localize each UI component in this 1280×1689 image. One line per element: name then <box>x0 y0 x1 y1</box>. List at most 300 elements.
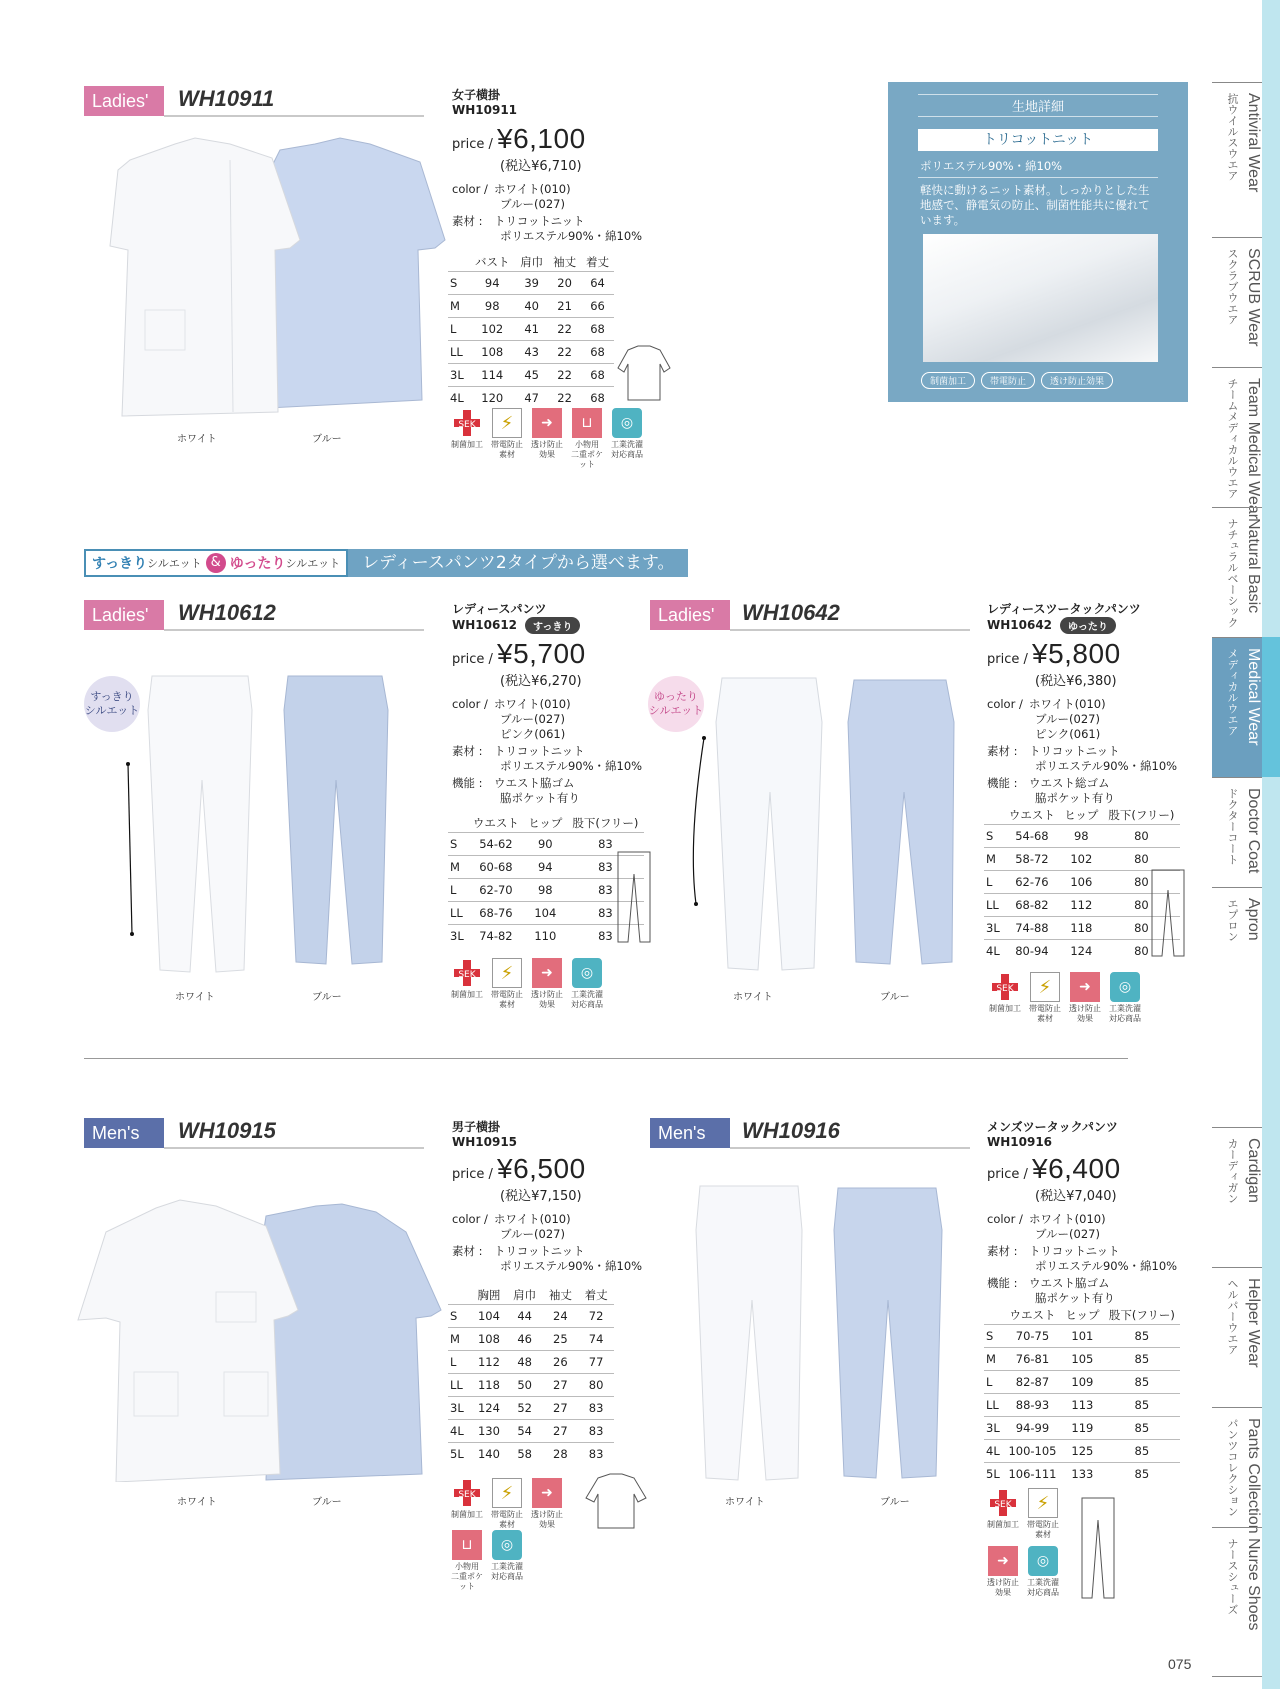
divider <box>918 177 1158 178</box>
table-cell: 130 <box>471 1419 507 1442</box>
table-cell: 112 <box>471 1350 507 1373</box>
icon-caption: 帯電防止素材 <box>491 990 523 1009</box>
product-image-pants <box>120 670 440 980</box>
variant-label: ブルー <box>312 992 342 1003</box>
table-cell: 120 <box>469 386 515 409</box>
table-cell: 102 <box>469 317 515 340</box>
feature-icons-row2 <box>984 1546 1062 1598</box>
table-cell: 85 <box>1104 1462 1180 1485</box>
table-cell: 22 <box>548 340 581 363</box>
svg-text:SEK: SEK <box>458 420 476 430</box>
product-image-coat <box>76 1192 446 1482</box>
table-row <box>984 847 1180 870</box>
sek-icon <box>986 972 1024 1024</box>
wash-icon: ◎ 工業洗濯 対応商品 <box>608 408 646 470</box>
table-cell: S <box>984 824 1004 847</box>
spec-key: color / <box>452 182 488 196</box>
variant-label: ブルー <box>880 1497 910 1508</box>
icon-caption: 透け防止効果 <box>531 990 563 1009</box>
sidebar-label: Medical Wear <box>1245 648 1262 746</box>
size-table <box>448 1286 614 1465</box>
column-header: 股下(フリー) <box>572 815 639 830</box>
table-cell: 3L <box>448 363 469 386</box>
table-cell: 83 <box>567 832 644 855</box>
size-table <box>448 253 614 409</box>
material-line: トリコットニット <box>494 214 585 228</box>
table-cell: S <box>448 271 469 294</box>
table-cell: 48 <box>507 1350 543 1373</box>
section-rule <box>164 629 424 631</box>
material-spec <box>987 744 1207 774</box>
spec-key: 素材 : <box>987 1244 1018 1258</box>
table-row <box>984 1324 1180 1347</box>
white-pants <box>716 678 822 970</box>
column-header: 肩巾 <box>520 254 544 269</box>
blue-pants <box>284 676 388 964</box>
table-row <box>448 1373 614 1396</box>
icon-caption: 工業洗濯 対応商品 <box>571 990 603 1009</box>
column-header <box>448 1286 471 1304</box>
color-option: ホワイト(010) <box>1029 697 1106 711</box>
price-row <box>987 638 1207 670</box>
table-cell: 85 <box>1104 1324 1180 1347</box>
color-spec <box>452 1212 672 1242</box>
page-number: 075 <box>1168 1656 1192 1672</box>
coat-diagram-icon <box>584 1472 648 1530</box>
sidebar-label-jp: メディカルウエア <box>1226 648 1238 736</box>
icon-caption: 透け防止効果 <box>531 440 563 459</box>
fabric-title: 生地詳細 <box>1011 100 1064 115</box>
column-header <box>984 1306 1004 1324</box>
table-cell: 68 <box>581 340 614 363</box>
edge-strip <box>1262 0 1280 1689</box>
tax-price: (税込¥7,150) <box>500 1189 582 1204</box>
table-cell: 3L <box>984 916 1004 939</box>
product-info <box>987 1118 1207 1306</box>
pocket-icon: ⊔ 小物用 二重ポケット <box>568 408 606 470</box>
blue-pants <box>834 1188 942 1478</box>
product-code: WH10916 <box>987 1135 1053 1149</box>
section-tag: Ladies' <box>84 600 164 630</box>
material-spec <box>452 1244 672 1274</box>
sidebar-label-jp: スクラブウエア <box>1226 248 1238 325</box>
wash-icon: ◎ 工業洗濯 対応商品 <box>1106 972 1144 1024</box>
table-cell: 124 <box>1060 939 1103 962</box>
color-spec <box>987 1212 1207 1242</box>
table-cell: 80 <box>1103 824 1180 847</box>
table-cell: 3L <box>448 1396 471 1419</box>
table-cell: L <box>448 878 468 901</box>
table-cell: 94 <box>469 271 515 294</box>
price-row <box>452 123 692 155</box>
sek-icon <box>448 958 486 1010</box>
table-cell: 102 <box>1060 847 1103 870</box>
table-cell: 98 <box>469 294 515 317</box>
color-option: ブルー(027) <box>500 712 565 726</box>
table-cell: 44 <box>507 1304 543 1327</box>
material-line: ポリエステル90%・綿10% <box>500 229 643 243</box>
variant-label: ホワイト <box>733 992 773 1003</box>
color-option: ブルー(027) <box>1035 712 1100 726</box>
table-cell: LL <box>984 1393 1004 1416</box>
table-cell: 58 <box>507 1442 543 1465</box>
table-cell: 133 <box>1061 1462 1104 1485</box>
table-cell: 140 <box>471 1442 507 1465</box>
fabric-name: トリコットニット <box>918 129 1158 151</box>
table-cell: 125 <box>1061 1439 1104 1462</box>
material-line: ポリエステル90%・綿10% <box>500 1259 643 1273</box>
table-cell: 112 <box>1060 893 1103 916</box>
table-cell: S <box>448 1304 471 1327</box>
sek-icon <box>448 1478 486 1530</box>
table-cell: M <box>984 847 1004 870</box>
table-row <box>984 1370 1180 1393</box>
table-cell: M <box>448 294 469 317</box>
table-cell: 54-68 <box>1004 824 1060 847</box>
price-label: price / <box>987 1167 1032 1182</box>
table-row <box>984 1462 1180 1485</box>
table-cell: 85 <box>1104 1416 1180 1439</box>
table-cell: 4L <box>984 1439 1004 1462</box>
column-header: 袖丈 <box>553 254 577 269</box>
pocket-icon: ⊔ 小物用 二重ポケット <box>448 1530 486 1592</box>
sidebar-label: Pants Collection <box>1245 1418 1262 1534</box>
function-line: ウエスト総ゴム <box>1029 776 1110 790</box>
function-line: ウエスト脇ゴム <box>1029 1276 1110 1290</box>
table-row <box>448 386 614 409</box>
color-option: ブルー(027) <box>500 1227 565 1241</box>
fabric-detail-panel <box>888 82 1188 402</box>
material-line: トリコットニット <box>1029 1244 1120 1258</box>
table-cell: M <box>448 855 468 878</box>
table-cell: 43 <box>515 340 548 363</box>
table-cell: 104 <box>471 1304 507 1327</box>
column-header: 着丈 <box>586 254 610 269</box>
price-label: price / <box>452 652 497 667</box>
feature-icons <box>986 972 1144 1024</box>
product-code-heading: WH10612 <box>178 600 276 625</box>
section-tag: Ladies' <box>84 86 164 116</box>
sidebar-label-jp: ヘルパーウエア <box>1226 1278 1238 1355</box>
table-cell: 80 <box>1103 847 1180 870</box>
feature-icons <box>984 1488 1062 1540</box>
table-cell: 27 <box>543 1419 579 1442</box>
icon-caption: 帯電防止素材 <box>491 440 523 459</box>
table-cell: 52 <box>507 1396 543 1419</box>
table-cell: 62-70 <box>468 878 524 901</box>
table-cell: 83 <box>567 901 644 924</box>
sheer-block-icon: ➜ 透け防止効果 <box>528 1478 566 1530</box>
white-coat <box>110 138 300 416</box>
table-cell: 80 <box>1103 893 1180 916</box>
table-cell: L <box>984 1370 1004 1393</box>
spec-key: color / <box>452 697 488 711</box>
color-option: ブルー(027) <box>1035 1227 1100 1241</box>
table-cell: 41 <box>515 317 548 340</box>
table-cell: 60-68 <box>468 855 524 878</box>
price: ¥5,700 <box>497 638 586 669</box>
column-header: ヒップ <box>528 815 563 830</box>
table-cell: 80 <box>1103 939 1180 962</box>
table-cell: 74-82 <box>468 924 524 947</box>
table-cell: S <box>448 832 468 855</box>
spec-key: color / <box>452 1212 488 1226</box>
table-cell: 40 <box>515 294 548 317</box>
section-tag: Men's <box>84 1118 164 1148</box>
color-option: ピンク(061) <box>500 727 566 741</box>
pants-type-banner <box>84 548 688 578</box>
table-cell: 24 <box>543 1304 579 1327</box>
column-header: ヒップ <box>1065 1307 1100 1322</box>
table-row <box>448 294 614 317</box>
column-header <box>984 806 1004 824</box>
table-cell: 25 <box>543 1327 579 1350</box>
table-cell: 110 <box>524 924 567 947</box>
sidebar-label-jp: 抗ウイルスウエア <box>1226 93 1238 181</box>
variant-label: ホワイト <box>175 992 215 1003</box>
spec-key: 機能 : <box>452 776 483 790</box>
banner-text: レディースパンツ2タイプから選べます。 <box>348 549 688 577</box>
product-code-heading: WH10642 <box>742 600 840 625</box>
table-cell: 118 <box>1060 916 1103 939</box>
table-cell: 101 <box>1061 1324 1104 1347</box>
table-header <box>448 814 644 832</box>
table-cell: 105 <box>1061 1347 1104 1370</box>
table-cell: L <box>448 1350 471 1373</box>
section-tag: Men's <box>650 1118 730 1148</box>
function-spec <box>987 776 1207 806</box>
table-cell: 83 <box>578 1442 614 1465</box>
table-cell: 64 <box>581 271 614 294</box>
table-cell: M <box>448 1327 471 1350</box>
sek-icon <box>984 1488 1022 1540</box>
table-cell: 21 <box>548 294 581 317</box>
feature-icons-row2 <box>448 1530 526 1592</box>
column-header: ウエスト <box>472 815 519 830</box>
table-cell: 5L <box>448 1442 471 1465</box>
table-cell: 50 <box>507 1373 543 1396</box>
product-info <box>452 1118 672 1274</box>
table-cell: 46 <box>507 1327 543 1350</box>
table-cell: 106 <box>1060 870 1103 893</box>
material-line: トリコットニット <box>1029 744 1120 758</box>
product-image-pants <box>690 672 980 982</box>
sheer-block-icon: ➜ 透け防止効果 <box>528 408 566 470</box>
icon-caption: 制菌加工 <box>451 990 483 999</box>
tax-price: (税込¥7,040) <box>1035 1189 1117 1204</box>
table-cell: LL <box>984 893 1004 916</box>
sidebar-label: Doctor Coat <box>1245 788 1262 874</box>
table-cell: 22 <box>548 363 581 386</box>
edge-strip-active <box>1262 637 1280 777</box>
table-cell: M <box>984 1347 1004 1370</box>
tax-price: (税込¥6,270) <box>500 674 582 689</box>
column-header: ウエスト <box>1009 1307 1056 1322</box>
ampersand-badge: & <box>206 553 226 573</box>
variant-label: ホワイト <box>177 434 217 445</box>
material-spec <box>452 744 662 774</box>
sheer-block-icon: ➜ 透け防止効果 <box>528 958 566 1010</box>
table-header <box>448 1286 614 1304</box>
sheer-block-icon: ➜ 透け防止効果 <box>984 1546 1022 1598</box>
sidebar-label: Helper Wear <box>1245 1278 1262 1368</box>
svg-text:SEK: SEK <box>994 1500 1012 1510</box>
sidebar-label: Natural Basic <box>1245 518 1262 614</box>
product-code: WH10915 <box>452 1135 518 1149</box>
table-cell: 4L <box>984 939 1004 962</box>
price-row <box>987 1153 1207 1185</box>
table-row <box>448 363 614 386</box>
table-cell: 26 <box>543 1350 579 1373</box>
table-cell: 66 <box>581 294 614 317</box>
blue-coat <box>258 1204 441 1480</box>
product-info <box>452 600 662 806</box>
table-cell: 4L <box>448 386 469 409</box>
table-cell: 74 <box>578 1327 614 1350</box>
silhouette-badge: ゆったり シルエット <box>648 676 704 732</box>
material-line: トリコットニット <box>494 744 585 758</box>
feature-icons <box>448 408 646 470</box>
table-cell: 68 <box>581 363 614 386</box>
table-row <box>448 1442 614 1465</box>
product-code-row <box>452 617 662 634</box>
table-header <box>984 1306 1180 1324</box>
product-info <box>987 600 1207 806</box>
product-info <box>452 86 692 244</box>
spec-key: 素材 : <box>452 214 483 228</box>
table-cell: 39 <box>515 271 548 294</box>
product-image-pants <box>670 1180 970 1490</box>
wash-icon: ◎ 工業洗濯 対応商品 <box>1024 1546 1062 1598</box>
static-icon: ⚡ 帯電防止素材 <box>1024 1488 1062 1540</box>
table-cell: 3L <box>984 1416 1004 1439</box>
spec-key: 機能 : <box>987 776 1018 790</box>
sidebar-label-jp: ナースシューズ <box>1226 1538 1238 1615</box>
table-cell: 109 <box>1061 1370 1104 1393</box>
table-cell: 68-82 <box>1004 893 1060 916</box>
icon-caption: 制菌加工 <box>451 440 483 449</box>
table-cell: 85 <box>1104 1370 1180 1393</box>
table-cell: 108 <box>471 1327 507 1350</box>
section-rule <box>730 629 970 631</box>
table-cell: L <box>448 317 469 340</box>
color-spec <box>452 697 662 742</box>
price: ¥6,400 <box>1032 1153 1121 1184</box>
icon-caption: 制菌加工 <box>989 1004 1021 1013</box>
table-cell: LL <box>448 340 469 363</box>
silhouette-badge: すっきり シルエット <box>84 676 140 732</box>
silhouette-slim: すっきり <box>92 556 148 572</box>
table-cell: 20 <box>548 271 581 294</box>
table-cell: 88-93 <box>1004 1393 1061 1416</box>
table-row <box>984 1393 1180 1416</box>
icon-caption: 帯電防止素材 <box>1027 1520 1059 1539</box>
tax-price: (税込¥6,710) <box>500 159 582 174</box>
spec-key: color / <box>987 1212 1023 1226</box>
color-option: ホワイト(010) <box>494 1212 571 1226</box>
section-rule <box>164 115 424 117</box>
product-code: WH10911 <box>452 103 518 117</box>
table-row <box>448 1419 614 1442</box>
variant-label: ブルー <box>312 434 342 445</box>
section-rule <box>730 1147 970 1149</box>
feature-icons <box>448 958 606 1010</box>
table-cell: 45 <box>515 363 548 386</box>
table-row <box>448 340 614 363</box>
function-line: ウエスト脇ゴム <box>494 776 575 790</box>
table-cell: 104 <box>524 901 567 924</box>
icon-caption: 工業洗濯 対応商品 <box>491 1562 523 1581</box>
product-name: メンズツータックパンツ <box>987 1120 1118 1134</box>
material-line: トリコットニット <box>494 1244 585 1258</box>
fabric-description: 軽快に動けるニット素材。しっかりとした生地感で、静電気の防止、制菌性能共に優れています。 <box>920 183 1150 227</box>
price-row <box>452 638 662 670</box>
spec-key: 素材 : <box>452 1244 483 1258</box>
table-cell: 83 <box>567 855 644 878</box>
white-coat <box>78 1200 298 1482</box>
spec-key: 素材 : <box>452 744 483 758</box>
product-code: WH10642 <box>987 618 1053 632</box>
table-row <box>448 1396 614 1419</box>
sheer-block-icon: ➜ 透け防止効果 <box>1066 972 1104 1024</box>
table-cell: 58-72 <box>1004 847 1060 870</box>
table-cell: 28 <box>543 1442 579 1465</box>
table-cell: 5L <box>984 1462 1004 1485</box>
icon-caption: 工業洗濯 対応商品 <box>1027 1578 1059 1597</box>
table-cell: 85 <box>1104 1393 1180 1416</box>
color-option: ピンク(061) <box>1035 727 1101 741</box>
svg-text:SEK: SEK <box>458 1490 476 1500</box>
table-row <box>984 824 1180 847</box>
table-cell: LL <box>448 1373 471 1396</box>
sidebar-label-jp: エプロン <box>1226 898 1238 942</box>
icon-caption: 工業洗濯 対応商品 <box>611 440 643 459</box>
table-cell: 22 <box>548 386 581 409</box>
table-cell: 68 <box>581 317 614 340</box>
icon-caption: 帯電防止素材 <box>491 1510 523 1529</box>
price: ¥6,500 <box>497 1153 586 1184</box>
product-name: 女子横掛 <box>452 88 501 102</box>
divider <box>918 94 1158 95</box>
fabric-composition: ポリエステル90%・綿10% <box>920 159 1063 173</box>
table-cell: 4L <box>448 1419 471 1442</box>
sidebar-label-jp: ナチュラルベーシック <box>1226 518 1238 628</box>
column-header: ヒップ <box>1064 807 1099 822</box>
fabric-swatch <box>923 234 1158 362</box>
price-row <box>452 1153 672 1185</box>
table-cell: 54-62 <box>468 832 524 855</box>
table-cell: 94 <box>524 855 567 878</box>
table-header <box>984 806 1180 824</box>
variant-label: ホワイト <box>177 1497 217 1508</box>
blue-pants <box>848 680 954 964</box>
wash-icon: ◎ 工業洗濯 対応商品 <box>568 958 606 1010</box>
price: ¥5,800 <box>1032 638 1121 669</box>
function-line: 脇ポケット有り <box>1035 1291 1115 1305</box>
static-icon: ⚡ 帯電防止素材 <box>488 408 526 470</box>
table-cell: 70-75 <box>1004 1324 1061 1347</box>
icon-caption: 透け防止効果 <box>1069 1004 1101 1023</box>
white-pants <box>148 676 252 972</box>
fabric-features <box>921 372 1113 389</box>
silhouette-pill: ゆったり <box>1060 617 1116 634</box>
spec-key: 機能 : <box>987 1276 1018 1290</box>
price-label: price / <box>452 137 497 152</box>
sidebar-label-jp: パンツコレクション <box>1226 1418 1238 1517</box>
sidebar-label: SCRUB Wear <box>1245 248 1262 347</box>
icon-caption: 透け防止効果 <box>531 1510 563 1529</box>
table-cell: 85 <box>1104 1439 1180 1462</box>
